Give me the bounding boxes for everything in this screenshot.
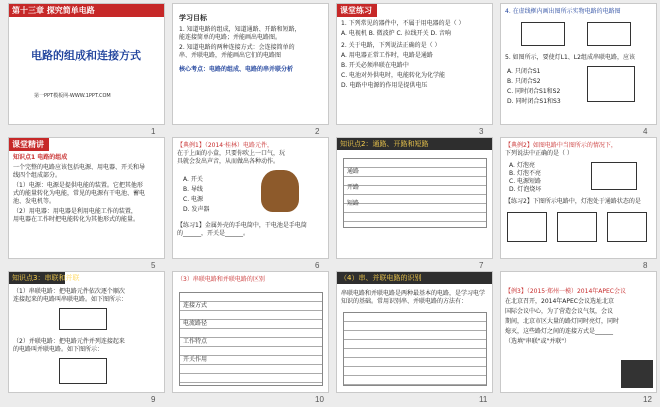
slide-text: 国际会议中心，为了营造会议气氛，会议 bbox=[505, 308, 614, 315]
table-cell: 开关作用 bbox=[183, 356, 208, 363]
slide-number: 11 bbox=[479, 395, 488, 404]
slide-title: 【典例1】（2014·桂林）电路元件， bbox=[177, 142, 273, 149]
slide-text: 能连接简单的电路；并能画出电路图。 bbox=[179, 34, 282, 41]
option-a: A. 开关 bbox=[183, 176, 203, 183]
slide-title: 知识点3：串联和并联 bbox=[12, 274, 80, 282]
slide-text: A. 电视机 B. 微波炉 C. 拉线开关 D. 音响 bbox=[341, 30, 451, 37]
slide-text: （2）用电器：用电器是利用电能工作的装置， bbox=[13, 208, 137, 215]
slide-text: 池、发电机等。 bbox=[13, 198, 56, 205]
slide-text: 1. 下列常见的器件中，不属于用电器的是（ ） bbox=[341, 20, 465, 27]
slide-subtitle: 知识点1 电路的组成 bbox=[13, 154, 68, 161]
slide-title: 【典例2】如图电路中当图所示的情况下， bbox=[505, 142, 617, 149]
slide-text: 知识的基础。常用识别串、并联电路的方法有： bbox=[341, 298, 468, 305]
slide-thumbnail-7[interactable] bbox=[336, 137, 493, 259]
slide-text: 2. 知道电路的两种连接方式：会连接简单的 bbox=[179, 44, 295, 51]
street-light-photo bbox=[621, 360, 653, 388]
slide-header-bar bbox=[337, 138, 492, 150]
slide-thumbnail-2[interactable] bbox=[172, 3, 329, 125]
option-d: D. 同时闭合S1和S3 bbox=[507, 98, 561, 105]
slide-number: 10 bbox=[315, 395, 324, 404]
slide-thumbnail-9[interactable] bbox=[8, 271, 165, 393]
slide-thumbnail-1[interactable] bbox=[8, 3, 165, 125]
slide-text: 连接起来的电路叫串联电路。如下图所示： bbox=[13, 296, 128, 303]
slide-header-bar bbox=[337, 272, 492, 284]
slide-text: C. 电池对外供电时，电能转化为化学能 bbox=[341, 72, 446, 79]
slide-text: 【练习2】下图所示电路中，灯泡处于通路状态的是 bbox=[505, 198, 641, 205]
slide-text: （选填"串联"或"并联"） bbox=[505, 338, 571, 345]
slide-text: 5. 如图所示，要使灯L1、L2组成串联电路，应该 bbox=[505, 54, 635, 61]
slide-header-bar bbox=[337, 4, 377, 17]
option-c: C. 电源短路 bbox=[509, 178, 542, 185]
option-c: C. 电源 bbox=[183, 196, 204, 203]
slide-text: 1. 知道电路的组成，知道通路、开路和短路， bbox=[179, 26, 301, 33]
table-cell: 工作特点 bbox=[183, 338, 208, 345]
slide-number: 7 bbox=[479, 261, 484, 270]
circuit-diagram bbox=[507, 212, 547, 242]
slide-number: 3 bbox=[479, 127, 484, 136]
slide-title: 第十三章 探究简单电路 bbox=[12, 6, 95, 15]
slide-text: A. 用电器正常工作时，电路是通路 bbox=[341, 52, 433, 59]
slide-keypoint: 核心考点：电路的组成、电路的串并联分析 bbox=[179, 66, 294, 73]
slide-text: 用电器在工作时把电能转化为其他形式的能量。 bbox=[13, 216, 140, 223]
table-cell: 连接方式 bbox=[183, 302, 208, 309]
slide-title: （3）串联电路和并联电路的区别 bbox=[177, 276, 265, 283]
slide-text: 在于上面的小盒，只要你吹上一口气，玩 bbox=[177, 150, 286, 157]
option-c: C. 同时闭合S1和S2 bbox=[507, 88, 561, 95]
slide-thumbnail-6[interactable] bbox=[172, 137, 329, 259]
slide-thumbnail-10[interactable] bbox=[172, 271, 329, 393]
slide-text: B. 开关必须串联在电路中 bbox=[341, 62, 409, 69]
slide-number: 12 bbox=[643, 395, 652, 404]
toy-image bbox=[261, 170, 299, 212]
slide-title: （4）串、并联电路的识别 bbox=[340, 274, 422, 282]
slide-text: （1）串联电路：把电路元件依次逐个顺次 bbox=[13, 288, 125, 295]
option-b: B. 只闭合S2 bbox=[507, 78, 541, 85]
slide-text: 的电路叫并联电路。如下图所示： bbox=[13, 346, 104, 353]
circuit-diagram bbox=[591, 162, 637, 190]
option-a: A. 灯泡亮 bbox=[509, 162, 535, 169]
slide-text: （2）并联电路：把电路元件并列连接起来 bbox=[13, 338, 125, 345]
slide-header-bar bbox=[9, 272, 80, 284]
slide-thumbnail-11[interactable] bbox=[336, 271, 493, 393]
slide-number: 1 bbox=[151, 127, 156, 136]
slide-header-bar bbox=[9, 4, 164, 17]
circuit-diagram bbox=[607, 212, 647, 242]
slide-thumbnail-5[interactable] bbox=[8, 137, 165, 259]
table-cell: 电流路径 bbox=[183, 320, 208, 327]
circuit-diagram bbox=[557, 212, 597, 242]
slide-thumbnail-12[interactable] bbox=[500, 271, 657, 393]
option-b: B. 导线 bbox=[183, 186, 203, 193]
table-cell: 通路 bbox=[347, 168, 360, 175]
slide-thumbnail-4[interactable] bbox=[500, 3, 657, 125]
option-b: B. 灯泡不亮 bbox=[509, 170, 541, 177]
slide-text: 熄灭，这些路灯之间的连接方式是______ bbox=[505, 328, 614, 335]
option-d: D. 灯泡烧坏 bbox=[509, 186, 542, 193]
circuit-diagram bbox=[521, 22, 565, 46]
slide-text: 串、并联电路，并能画出它们的电路图 bbox=[179, 52, 282, 59]
slide-number: 6 bbox=[315, 261, 320, 270]
slide-text: 一个完整的电路应该包括电源、用电器、开关和导 bbox=[13, 164, 146, 171]
parallel-circuit-diagram bbox=[59, 358, 107, 384]
slide-text: 式的能量转化为电能，常见的电源有干电池、蓄电 bbox=[13, 190, 146, 197]
slide-text: 具就会发出声音，从而做出各种动作。 bbox=[177, 158, 280, 165]
slide-text: 串联电路和并联电路是两种最基本的电路，是学习电学 bbox=[341, 290, 486, 297]
slide-title: 课堂练习 bbox=[340, 6, 372, 15]
series-circuit-diagram bbox=[59, 308, 107, 330]
method-table bbox=[343, 312, 487, 386]
slide-text: 2. 关于电路，下列说法正确的是（ ） bbox=[341, 42, 441, 49]
slide-text: 在北京召开，2014年APEC会议选址北京 bbox=[505, 298, 614, 305]
slide-title: 学习目标 bbox=[179, 14, 207, 22]
slide-heading: 电路的组成和连接方式 bbox=[31, 49, 141, 62]
slide-title: 课堂精讲 bbox=[12, 140, 44, 149]
option-a: A. 只闭合S1 bbox=[507, 68, 541, 75]
slide-title: 4. 在虚线框内画出图所示实物电路的电路图 bbox=[505, 8, 621, 15]
slide-number: 2 bbox=[315, 127, 320, 136]
comparison-table bbox=[343, 158, 487, 228]
slide-thumbnail-8[interactable] bbox=[500, 137, 657, 259]
table-cell: 开路 bbox=[347, 184, 360, 191]
slide-text: 期间，北京市区大量的路灯同时亮灯，同时 bbox=[505, 318, 620, 325]
slide-title: 【例3】（2015·郑州一模）2014年APEC会议 bbox=[505, 288, 626, 295]
slide-text: D. 电路中电源的作用是提供电压 bbox=[341, 82, 428, 89]
circuit-diagram bbox=[587, 66, 635, 102]
slide-number: 5 bbox=[151, 261, 156, 270]
slide-number: 9 bbox=[151, 395, 156, 404]
slide-text: 下列说法中正确的是（ ） bbox=[505, 150, 573, 157]
slide-header-bar bbox=[9, 138, 49, 151]
table-cell: 短路 bbox=[347, 200, 360, 207]
slide-footer: 第一PPT模板网-WWW.1PPT.COM bbox=[34, 93, 111, 99]
slide-text: 的______，开关是______。 bbox=[177, 230, 250, 237]
circuit-diagram bbox=[587, 22, 631, 46]
slide-number: 4 bbox=[643, 127, 648, 136]
slide-thumbnail-3[interactable] bbox=[336, 3, 493, 125]
slide-text: 【练习1】金属外壳的手电筒中，干电池是手电筒 bbox=[177, 222, 307, 229]
option-d: D. 发声器 bbox=[183, 206, 210, 213]
slide-text: 线四个组成部分。 bbox=[13, 172, 62, 179]
slide-number: 8 bbox=[643, 261, 648, 270]
slide-title: 知识点2：通路、开路和短路 bbox=[340, 140, 429, 148]
slide-text: （1）电源：电源是提供电能的装置。它把其他形 bbox=[13, 182, 143, 189]
